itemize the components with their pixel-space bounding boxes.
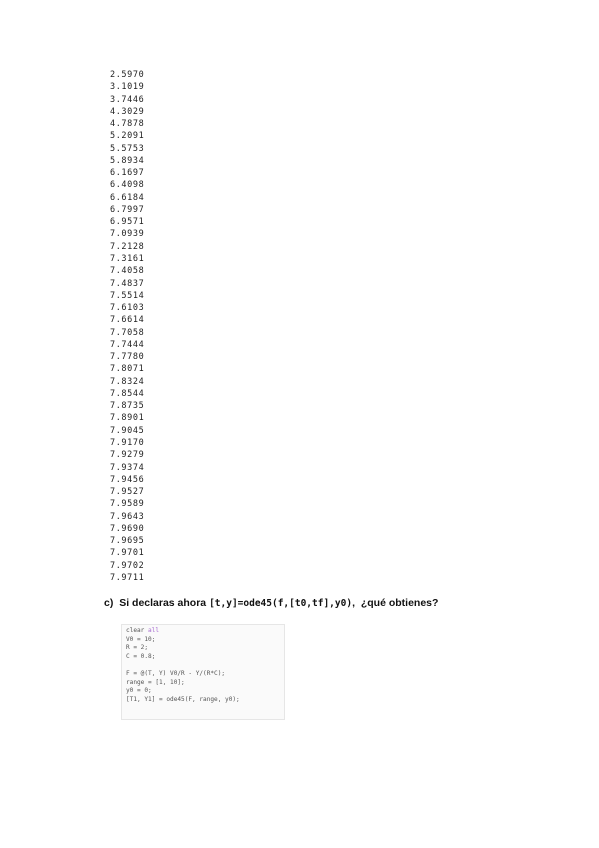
- output-value: 7.9701: [110, 548, 145, 559]
- output-value: 7.7780: [110, 352, 145, 363]
- matlab-code-screenshot: [121, 624, 285, 720]
- output-value: 7.5514: [110, 290, 145, 301]
- output-value: 3.1019: [110, 82, 145, 93]
- output-value: 7.9643: [110, 511, 145, 522]
- output-value: 7.0939: [110, 229, 145, 240]
- output-value: 7.9170: [110, 437, 145, 448]
- output-value: 5.8934: [110, 155, 145, 166]
- output-value: 7.8324: [110, 376, 145, 387]
- output-value: 7.9045: [110, 425, 145, 436]
- output-value: 7.4058: [110, 266, 145, 277]
- output-value: 5.5753: [110, 143, 145, 154]
- output-value: 7.7058: [110, 327, 145, 338]
- output-value: 7.9690: [110, 523, 145, 534]
- question-text-after: , ¿qué obtienes?: [352, 597, 439, 609]
- output-value: 7.3161: [110, 253, 145, 264]
- output-value: 5.2091: [110, 131, 145, 142]
- output-value: 7.9702: [110, 560, 145, 571]
- output-value: 7.9527: [110, 487, 145, 498]
- question-code: [t,y]=ode45(f,[t0,tf],y0): [209, 598, 353, 609]
- output-value: 2.5970: [110, 70, 145, 80]
- clear-keyword: clear: [126, 627, 149, 634]
- output-value: 4.3029: [110, 106, 145, 117]
- output-value: 6.7997: [110, 204, 145, 215]
- code-line-y0: y0 = 0;: [126, 687, 152, 695]
- output-value: 4.7878: [110, 119, 145, 130]
- question-marker: c): [104, 597, 114, 609]
- output-value: 7.2128: [110, 241, 145, 252]
- code-line-c: C = 0.8;: [126, 652, 156, 660]
- output-value: 7.9374: [110, 462, 145, 473]
- output-value: 7.9279: [110, 450, 145, 461]
- clear-arg: all: [148, 627, 160, 634]
- output-value: 7.9456: [110, 474, 145, 485]
- output-value: 6.9571: [110, 217, 145, 228]
- output-value: 7.9711: [110, 572, 145, 583]
- code-line-r: R = 2;: [126, 644, 149, 652]
- output-value: 7.8071: [110, 364, 145, 375]
- output-value: 6.4098: [110, 180, 145, 191]
- question-c: [104, 597, 438, 609]
- output-value: 7.8544: [110, 388, 145, 399]
- output-value: 6.6184: [110, 192, 145, 203]
- output-value: 7.4837: [110, 278, 145, 289]
- code-line-ode45: [T1, Y1] = ode45(F, range, y0);: [126, 695, 240, 703]
- code-block: [122, 625, 284, 704]
- output-value: 7.6103: [110, 303, 145, 314]
- output-value: 3.7446: [110, 94, 145, 105]
- output-values-list: [110, 69, 144, 584]
- output-value: 7.9695: [110, 536, 145, 547]
- output-value: 7.8735: [110, 401, 145, 412]
- output-value: 7.8901: [110, 413, 145, 424]
- output-value: 6.1697: [110, 168, 145, 179]
- code-line-clear: [126, 627, 159, 634]
- code-line-f: F = @(T, Y) V0/R - Y/(R*C);: [126, 669, 226, 677]
- code-line-v0: V0 = 10;: [126, 635, 156, 643]
- question-text-before: Si declaras ahora: [119, 597, 210, 609]
- code-line-range: range = [1, 10];: [126, 678, 185, 686]
- output-value: 7.7444: [110, 339, 145, 350]
- output-value: 7.9589: [110, 499, 145, 510]
- output-value: 7.6614: [110, 315, 145, 326]
